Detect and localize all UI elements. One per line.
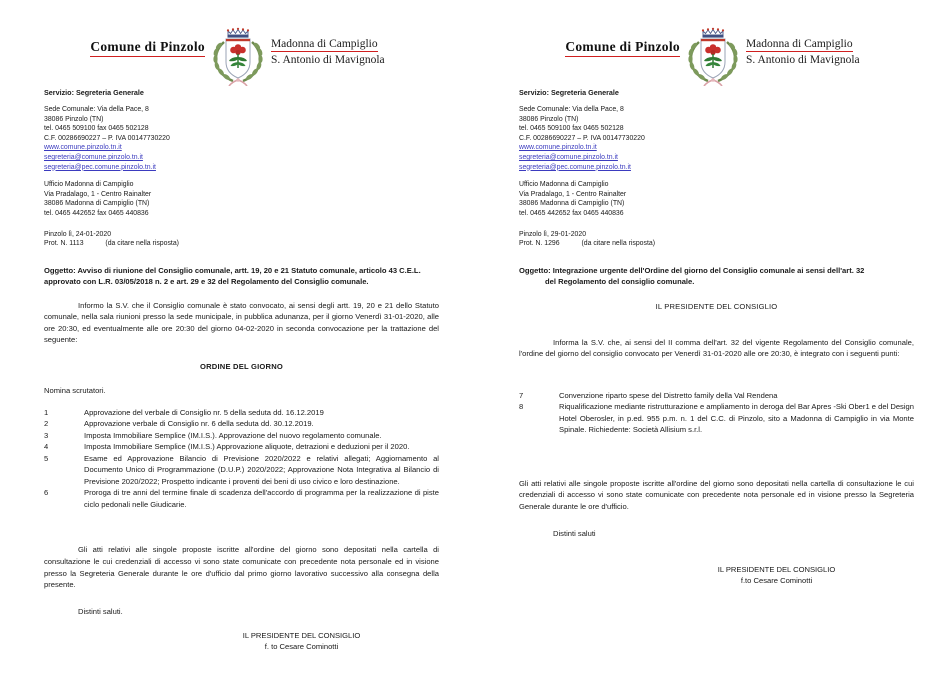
list-item [519, 390, 914, 402]
nomina-scrutatori: Nomina scrutatori. [44, 385, 106, 395]
item-text: Approvazione verbale di Consiglio nr. 6 della seduta dd. 30.12.2019. [84, 419, 314, 429]
item-number: 5 [44, 453, 49, 463]
fraction-s-antonio-di-mavignola: S. Antonio di Mavignola [270, 54, 385, 66]
item-number: 4 [44, 442, 49, 452]
protocol-note: (da citare nella risposta) [105, 240, 179, 248]
item-number: 2 [44, 419, 49, 429]
list-item [44, 430, 439, 442]
letterhead-subtitle-block [746, 24, 860, 66]
address-line: tel. 0465 509100 fax 0465 502128 [44, 125, 149, 133]
subject-line-1: Avviso di riunione del Consiglio comunale, artt. 19, 20 e 21 Statuto comunale, articolo 43 C.E.L. [77, 265, 421, 275]
municipality-title: Comune di Pinzolo [565, 39, 680, 57]
office-line: Via Pradalago, 1 - Centro Rainalter [44, 190, 152, 198]
protocol-line [519, 239, 914, 249]
coat-of-arms-icon [684, 24, 742, 86]
office-line: 38086 Madonna di Campiglio (TN) [44, 200, 150, 208]
signature-title: IL PRESIDENTE DEL CONSIGLIO [242, 630, 361, 640]
website-link[interactable]: www.comune.pinzolo.tn.it [44, 144, 122, 152]
signature-name: f.to Cesare Cominotti [740, 576, 813, 585]
letterhead-title-block [90, 24, 205, 57]
contact-block [519, 105, 914, 249]
address-line: Sede Comunale: Via della Pace, 8 [44, 106, 149, 113]
office-line: 38086 Madonna di Campiglio (TN) [519, 200, 625, 208]
fraction-madonna-di-campiglio: Madonna di Campiglio [745, 38, 853, 50]
item-number: 8 [519, 402, 524, 412]
regards-line: Distinti saluti [553, 528, 596, 538]
fraction-s-antonio-di-mavignola: S. Antonio di Mavignola [745, 54, 860, 66]
intro-paragraph: Informa la S.V. che, ai sensi del II comma dell'art. 32 del vigente Regolamento del Consiglio comunale, l'ordine del giorno del consiglio convocato per Venerdì 31-01-2020 alle ore 20:30, è integrato con i seguenti punti: [519, 337, 914, 359]
closing-paragraph: Gli atti relativi alle singole proposte iscritte all'ordine del giorno sono depositati nella cartella di consultazione le cui credenziali di accesso vi sono state comunicate con precedente nota personale ed in visione presso la Segreteria Generale durante le ore d'ufficio. [519, 478, 914, 511]
place-and-date: Pinzolo lì, 29-01-2020 [519, 230, 587, 238]
list-item [44, 441, 439, 453]
item-text: Imposta Immobiliare Semplice (IM.I.S.). Approvazione del nuovo regolamento comunale. [84, 430, 382, 440]
item-text: Convenzione riparto spese del Distretto family della Val Rendena [559, 390, 778, 400]
subject-label: Oggetto: [44, 265, 76, 275]
item-text: Imposta Immobiliare Semplice (IM.I.S.) Approvazione aliquote, detrazioni e deduzioni per il 2020. [84, 442, 410, 452]
letterhead-left [0, 0, 475, 74]
service-label: Servizio: Segreteria Generale [44, 88, 144, 97]
list-item [44, 453, 439, 488]
email-link[interactable]: segreteria@comune.pinzolo.tn.it [44, 153, 143, 161]
pec-email-link[interactable]: segreteria@pec.comune.pinzolo.tn.it [519, 163, 631, 171]
list-item [44, 418, 439, 430]
agenda-list-left [44, 407, 439, 511]
protocol-number: Prot. N. 1113 [44, 240, 84, 248]
closing-paragraph: Gli atti relativi alle singole proposte iscritte all'ordine del giorno sono depositati nella cartella di consultazione le cui credenziali di accesso vi sono state comunicate con precedente nota personale ed in visione presso la Segreteria Generale durante le ore d'ufficio dal primo giorno lavorativo successivo alla consegna della presente. [44, 545, 439, 590]
website-link[interactable]: www.comune.pinzolo.tn.it [519, 144, 597, 152]
intro-paragraph: Informo la S.V. che il Consiglio comunale è stato convocato, ai sensi degli artt. 19, 20 e 21 dello Statuto comunale, nella sala riunioni presso la sede municipale, in pubblica adunanza, per il giorno Venerdì 31-01-2020, alle ore 20:30, ed eventualmente alle ore 20:30 del giorno 04-02-2020 in seconda convocazione per la trattazione del seguente: [44, 300, 439, 345]
item-text: Proroga di tre anni del termine finale di scadenza dell'accordo di programma per la realizzazione di piste ciclo pedonali nelle Giudicarie. [84, 488, 439, 509]
office-line: Via Pradalago, 1 - Centro Rainalter [519, 190, 627, 198]
address-line: C.F. 00286690227 – P. IVA 00147730220 [519, 134, 645, 142]
letterhead-right [475, 0, 950, 74]
letterhead-title-block [565, 24, 680, 57]
coat-of-arms-icon [209, 24, 267, 86]
place-and-date: Pinzolo lì, 24-01-2020 [44, 230, 112, 238]
contact-block [44, 105, 439, 249]
document-page-right [475, 0, 950, 694]
protocol-number: Prot. N. 1296 [519, 240, 560, 248]
list-item [519, 401, 914, 436]
regards-line: Distinti saluti. [78, 606, 123, 616]
item-text: Esame ed Approvazione Bilancio di Previsione 2020/2022 e relativi allegati; Aggiornamento al Documento Unico di Programmazione (D.U.P.) 2020/2022; Approvazione Nota Integrativa al Bilancio di Previsione 2020/2022; Prospetto indicante i proventi dei beni di uso civico e loro destinazione. [84, 453, 439, 486]
office-line: Ufficio Madonna di Campiglio [44, 181, 134, 189]
office-line: Ufficio Madonna di Campiglio [519, 181, 609, 189]
address-line: C.F. 00286690227 – P. IVA 00147730220 [44, 134, 170, 142]
address-line: Sede Comunale: Via della Pace, 8 [519, 106, 624, 113]
subject-line-2: approvato con L.R. 03/05/2018 n. 2 e art. 29 e 32 del Regolamento del Consiglio comunale. [44, 277, 369, 287]
subject-block [44, 265, 439, 288]
signature-block [519, 564, 914, 587]
item-number: 3 [44, 430, 49, 440]
item-text: Riqualificazione mediante ristrutturazione e ampliamento in deroga del Bar Apres -Ski Ober1 e del Design Hotel Oberosler, in p.ed. 955 p.m. n. 1 del C.C. di Pinzolo, sito a Madonna di Campiglio in via Monte Spinale. Richiedente: Società Allisium s.r.l. [559, 402, 914, 435]
address-line: 38086 Pinzolo (TN) [519, 115, 579, 123]
service-label: Servizio: Segreteria Generale [519, 88, 619, 97]
fraction-madonna-di-campiglio: Madonna di Campiglio [270, 38, 378, 50]
president-heading: IL PRESIDENTE DEL CONSIGLIO [655, 301, 778, 311]
municipality-title: Comune di Pinzolo [90, 39, 205, 57]
signature-title: IL PRESIDENTE DEL CONSIGLIO [717, 564, 836, 574]
item-number: 7 [519, 390, 524, 400]
letterhead-subtitle-block [271, 24, 385, 66]
email-link[interactable]: segreteria@comune.pinzolo.tn.it [519, 153, 618, 161]
signature-block [44, 630, 439, 653]
item-number: 6 [44, 488, 49, 498]
address-line: 38086 Pinzolo (TN) [44, 115, 104, 123]
subject-line-1: Integrazione urgente dell'Ordine del giorno del Consiglio comunale ai sensi dell'art. 32 [552, 265, 865, 275]
signature-name: f. to Cesare Cominotti [264, 642, 339, 652]
agenda-heading: ORDINE DEL GIORNO [199, 361, 283, 371]
subject-label: Oggetto: [519, 265, 551, 275]
list-item [44, 487, 439, 510]
item-text: Approvazione del verbale di Consiglio nr. 5 della seduta dd. 16.12.2019 [84, 407, 324, 417]
subject-block [519, 265, 914, 288]
item-number: 1 [44, 407, 49, 417]
list-item [44, 407, 439, 419]
agenda-list-right [519, 390, 914, 436]
pec-email-link[interactable]: segreteria@pec.comune.pinzolo.tn.it [44, 163, 156, 171]
protocol-note: (da citare nella risposta) [581, 240, 655, 248]
subject-line-2: del Regolamento del consiglio comunale. [545, 277, 695, 287]
protocol-line [44, 239, 439, 249]
office-line: tel. 0465 442652 fax 0465 440836 [44, 209, 149, 217]
office-line: tel. 0465 442652 fax 0465 440836 [519, 209, 624, 217]
address-line: tel. 0465 509100 fax 0465 502128 [519, 125, 624, 133]
